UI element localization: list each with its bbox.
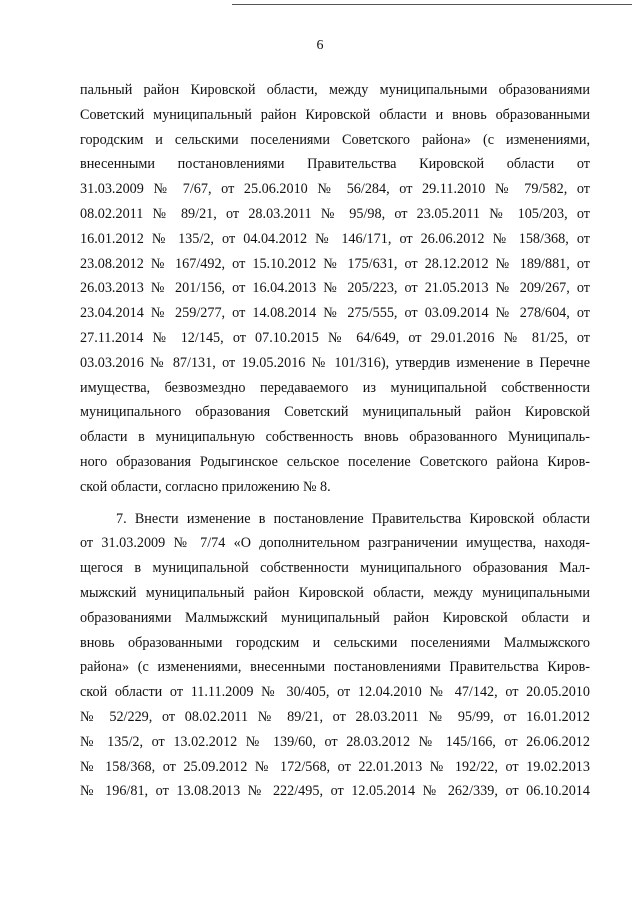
text-line: № 135/2, от 13.02.2012 № 139/60, от 28.03.2012 № 145/166, от 26.06.2012 [80, 733, 590, 750]
text-line: пальный район Кировской области, между муниципальными образованиями [80, 82, 590, 98]
text-line: 23.04.2014 № 259/277, от 14.08.2014 № 275/555, от 03.09.2014 № 278/604, от [80, 305, 590, 322]
text-line: щегося в муниципальной собственности муниципального образования Мал- [80, 560, 590, 577]
text-line: 7. Внести изменение в постановление Правительства Кировской области [116, 510, 590, 527]
top-rule [232, 4, 632, 5]
text-line: вновь образованными городским и сельскими поселениями Малмыжского [80, 634, 590, 651]
text-line: имущества, безвозмездно передаваемого из муниципальной собственности [80, 379, 590, 396]
text-line: области в муниципальную собственность вновь образованного Муниципаль- [80, 429, 590, 446]
text-line: 03.03.2016 № 87/131, от 19.05.2016 № 101/316), утвердив изменение в Перечне [80, 354, 590, 371]
text-line: 26.03.2013 № 201/156, от 16.04.2013 № 205/223, от 21.05.2013 № 209/267, от [80, 280, 590, 297]
text-line: ской области, согласно приложению № 8. [80, 478, 331, 495]
text-line: 16.01.2012 № 135/2, от 04.04.2012 № 146/171, от 26.06.2012 № 158/368, от [80, 230, 590, 247]
text-line: городским и сельскими поселениями Советского района» (с изменениями, [80, 131, 590, 148]
paragraph-item-7 [80, 507, 590, 805]
text-line: от 31.03.2009 № 7/74 «О дополнительном разграничении имущества, находя- [80, 535, 590, 552]
text-line: № 158/368, от 25.09.2012 № 172/568, от 22.01.2013 № 192/22, от 19.02.2013 [80, 758, 590, 775]
paragraph-continuation [80, 78, 590, 500]
text-line: 08.02.2011 № 89/21, от 28.03.2011 № 95/98, от 23.05.2011 № 105/203, от [80, 205, 590, 222]
text-line: 23.08.2012 № 167/492, от 15.10.2012 № 175/631, от 28.12.2012 № 189/881, от [80, 255, 590, 272]
text-line: 31.03.2009 № 7/67, от 25.06.2010 № 56/284, от 29.11.2010 № 79/582, от [80, 181, 590, 198]
page-number: 6 [316, 38, 324, 53]
text-line: муниципального образования Советский муниципальный район Кировской [80, 404, 590, 421]
text-line: района» (с изменениями, внесенными постановлениями Правительства Киров- [80, 659, 590, 676]
text-line: № 196/81, от 13.08.2013 № 222/495, от 12.05.2014 № 262/339, от 06.10.2014 [80, 783, 590, 800]
document-body [80, 78, 590, 804]
text-line: № 52/229, от 08.02.2011 № 89/21, от 28.03.2011 № 95/99, от 16.01.2012 [80, 708, 590, 725]
text-line: ской области от 11.11.2009 № 30/405, от 12.04.2010 № 47/142, от 20.05.2010 [80, 684, 590, 701]
text-line: Советский муниципальный район Кировской области и вновь образованными [80, 106, 590, 123]
text-line: внесенными постановлениями Правительства Кировской области от [80, 156, 590, 173]
text-line: образованиями Малмыжский муниципальный район Кировской области и [80, 609, 590, 626]
text-line: мыжский муниципальный район Кировской области, между муниципальными [80, 584, 590, 601]
text-line: ного образования Родыгинское сельское поселение Советского района Киров- [80, 453, 590, 470]
text-line: 27.11.2014 № 12/145, от 07.10.2015 № 64/649, от 29.01.2016 № 81/25, от [80, 329, 590, 346]
